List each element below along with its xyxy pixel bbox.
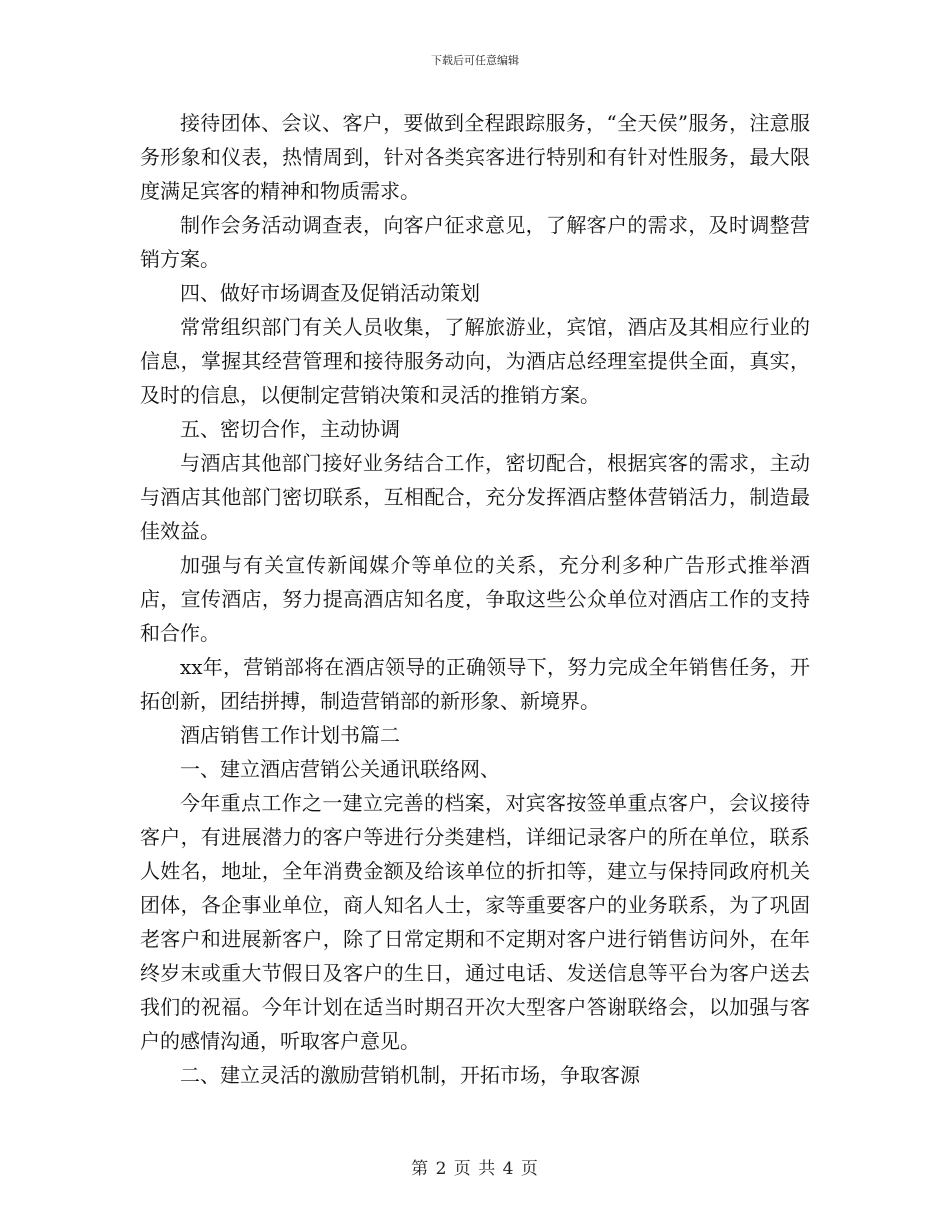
section-heading: 二、建立灵活的激励营销机制，开拓市场，争取客源 xyxy=(180,1063,640,1087)
paragraph: xx年，营销部将在酒店领导的正确领导下，努力完成全年销售任务，开拓创新，团结拼搏，制造营销部的新形象、新境界。 xyxy=(140,655,810,713)
page-header: 下载后可任意编辑 xyxy=(431,54,519,67)
section-heading: 五、密切合作，主动协调 xyxy=(180,417,400,441)
paragraph: 制作会务活动调查表，向客户征求意见，了解客户的需求，及时调整营销方案。 xyxy=(140,213,810,271)
paragraph: 接待团体、会议、客户，要做到全程跟踪服务，“全天侯”服务，注意服务形象和仪表，热情周到，针对各类宾客进行特别和有针对性服务，最大限度满足宾客的精神和物质需求。 xyxy=(140,111,810,203)
section-heading: 四、做好市场调查及促销活动策划 xyxy=(180,281,480,305)
document-subtitle: 酒店销售工作计划书篇二 xyxy=(180,723,400,747)
paragraph: 今年重点工作之一建立完善的档案，对宾客按签单重点客户，会议接待客户，有进展潜力的客户等进行分类建档，详细记录客户的所在单位，联系人姓名，地址，全年消费金额及给该单位的折扣等，建立与保持同政府机关团体，各企事业单位，商人知名人士，家等重要客户的业务联系，为了巩固老客户和进展新客户，除了日常定期和不定期对客户进行销售访问外，在年终岁末或重大节假日及客户的生日，通过电话、发送信息等平台为客户送去我们的祝福。今年计划在适当时期召开次大型客户答谢联络会，以加强与客户的感情沟通，听取客户意见。 xyxy=(140,791,810,1053)
paragraph: 与酒店其他部门接好业务结合工作，密切配合，根据宾客的需求，主动与酒店其他部门密切联系，互相配合，充分发挥酒店整体营销活力，制造最佳效益。 xyxy=(140,451,810,543)
document-body xyxy=(140,106,810,1092)
paragraph: 加强与有关宣传新闻媒介等单位的关系，充分利多种广告形式推举酒店，宣传酒店，努力提高酒店知名度，争取这些公众单位对酒店工作的支持和合作。 xyxy=(140,553,810,645)
page-footer: 第 2 页 共 4 页 xyxy=(411,1159,539,1179)
paragraph: 常常组织部门有关人员收集，了解旅游业，宾馆，酒店及其相应行业的信息，掌握其经营管理和接待服务动向，为酒店总经理室提供全面，真实，及时的信息，以便制定营销决策和灵活的推销方案。 xyxy=(140,315,810,407)
section-heading: 一、建立酒店营销公关通讯联络网、 xyxy=(180,757,500,781)
